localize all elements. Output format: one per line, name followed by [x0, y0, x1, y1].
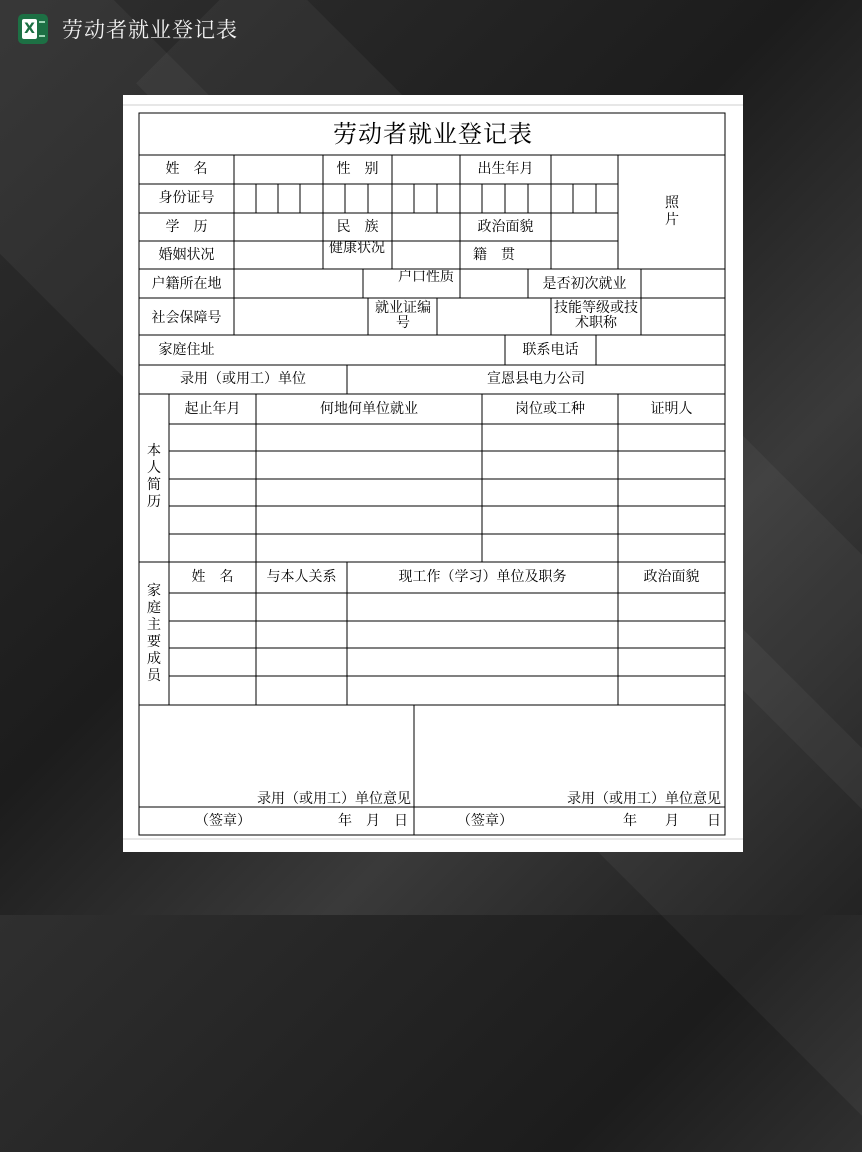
health-label: 健康状况 [329, 241, 385, 256]
resume-header-witness: 证明人 [650, 401, 693, 417]
form-sheet [123, 95, 743, 852]
employer-opinion-right: 录用（或用工）单位意见 [567, 791, 721, 807]
employment-certificate-label: 就业证编 号 [375, 300, 445, 331]
employer-opinion-left: 录用（或用工）单位意见 [257, 791, 411, 807]
employer-value: 宣恩县电力公司 [487, 371, 585, 387]
name-label: 姓 名 [165, 161, 208, 177]
family-header-political: 政治面貌 [643, 569, 700, 585]
excel-icon [18, 14, 48, 44]
address-label: 家庭住址 [158, 342, 215, 358]
seal-left: （签章） [195, 813, 251, 829]
family-side-label: 家庭主要成员 [147, 583, 161, 684]
family-header-name: 姓 名 [191, 569, 234, 585]
education-label: 学 历 [165, 219, 208, 235]
resume-header-period: 起止年月 [184, 401, 241, 417]
excel-icon-grid [39, 21, 45, 37]
social-security-label: 社会保障号 [151, 310, 222, 326]
id-number-label: 身份证号 [158, 190, 215, 206]
phone-label: 联系电话 [522, 342, 579, 358]
ethnicity-label: 民 族 [336, 219, 379, 235]
gender-label: 性 别 [336, 161, 379, 177]
hukou-nature-label: 户口性质 [398, 270, 454, 285]
photo-label: 照片 [665, 195, 679, 228]
resume-header-workplace: 何地何单位就业 [320, 401, 418, 417]
seal-right: （签章） [457, 813, 513, 829]
document-title: 劳动者就业登记表 [62, 18, 238, 42]
family-header-work: 现工作（学习）单位及职务 [398, 569, 567, 585]
date-right: 年 月 日 [623, 813, 721, 829]
political-status-label: 政治面貌 [477, 219, 534, 235]
native-place-label: 籍 贯 [473, 247, 515, 263]
first-employment-label: 是否初次就业 [542, 276, 627, 292]
resume-header-position: 岗位或工种 [515, 401, 585, 417]
employer-label: 录用（或用工）单位 [180, 371, 306, 387]
title-bar [0, 0, 862, 58]
date-left: 年 月 日 [338, 813, 408, 829]
birth-label: 出生年月 [477, 161, 534, 177]
household-registration-label: 户籍所在地 [151, 276, 222, 292]
form-grid [123, 95, 743, 852]
form-title: 劳动者就业登记表 [333, 120, 533, 148]
sheet-gridlines [123, 105, 743, 839]
resume-side-label: 本人简历 [147, 443, 161, 510]
marital-status-label: 婚姻状况 [158, 247, 215, 263]
excel-icon-letter: X [22, 19, 37, 39]
skill-level-label: 技能等级或技术职称 [554, 300, 638, 331]
family-header-relation: 与本人关系 [266, 569, 337, 585]
